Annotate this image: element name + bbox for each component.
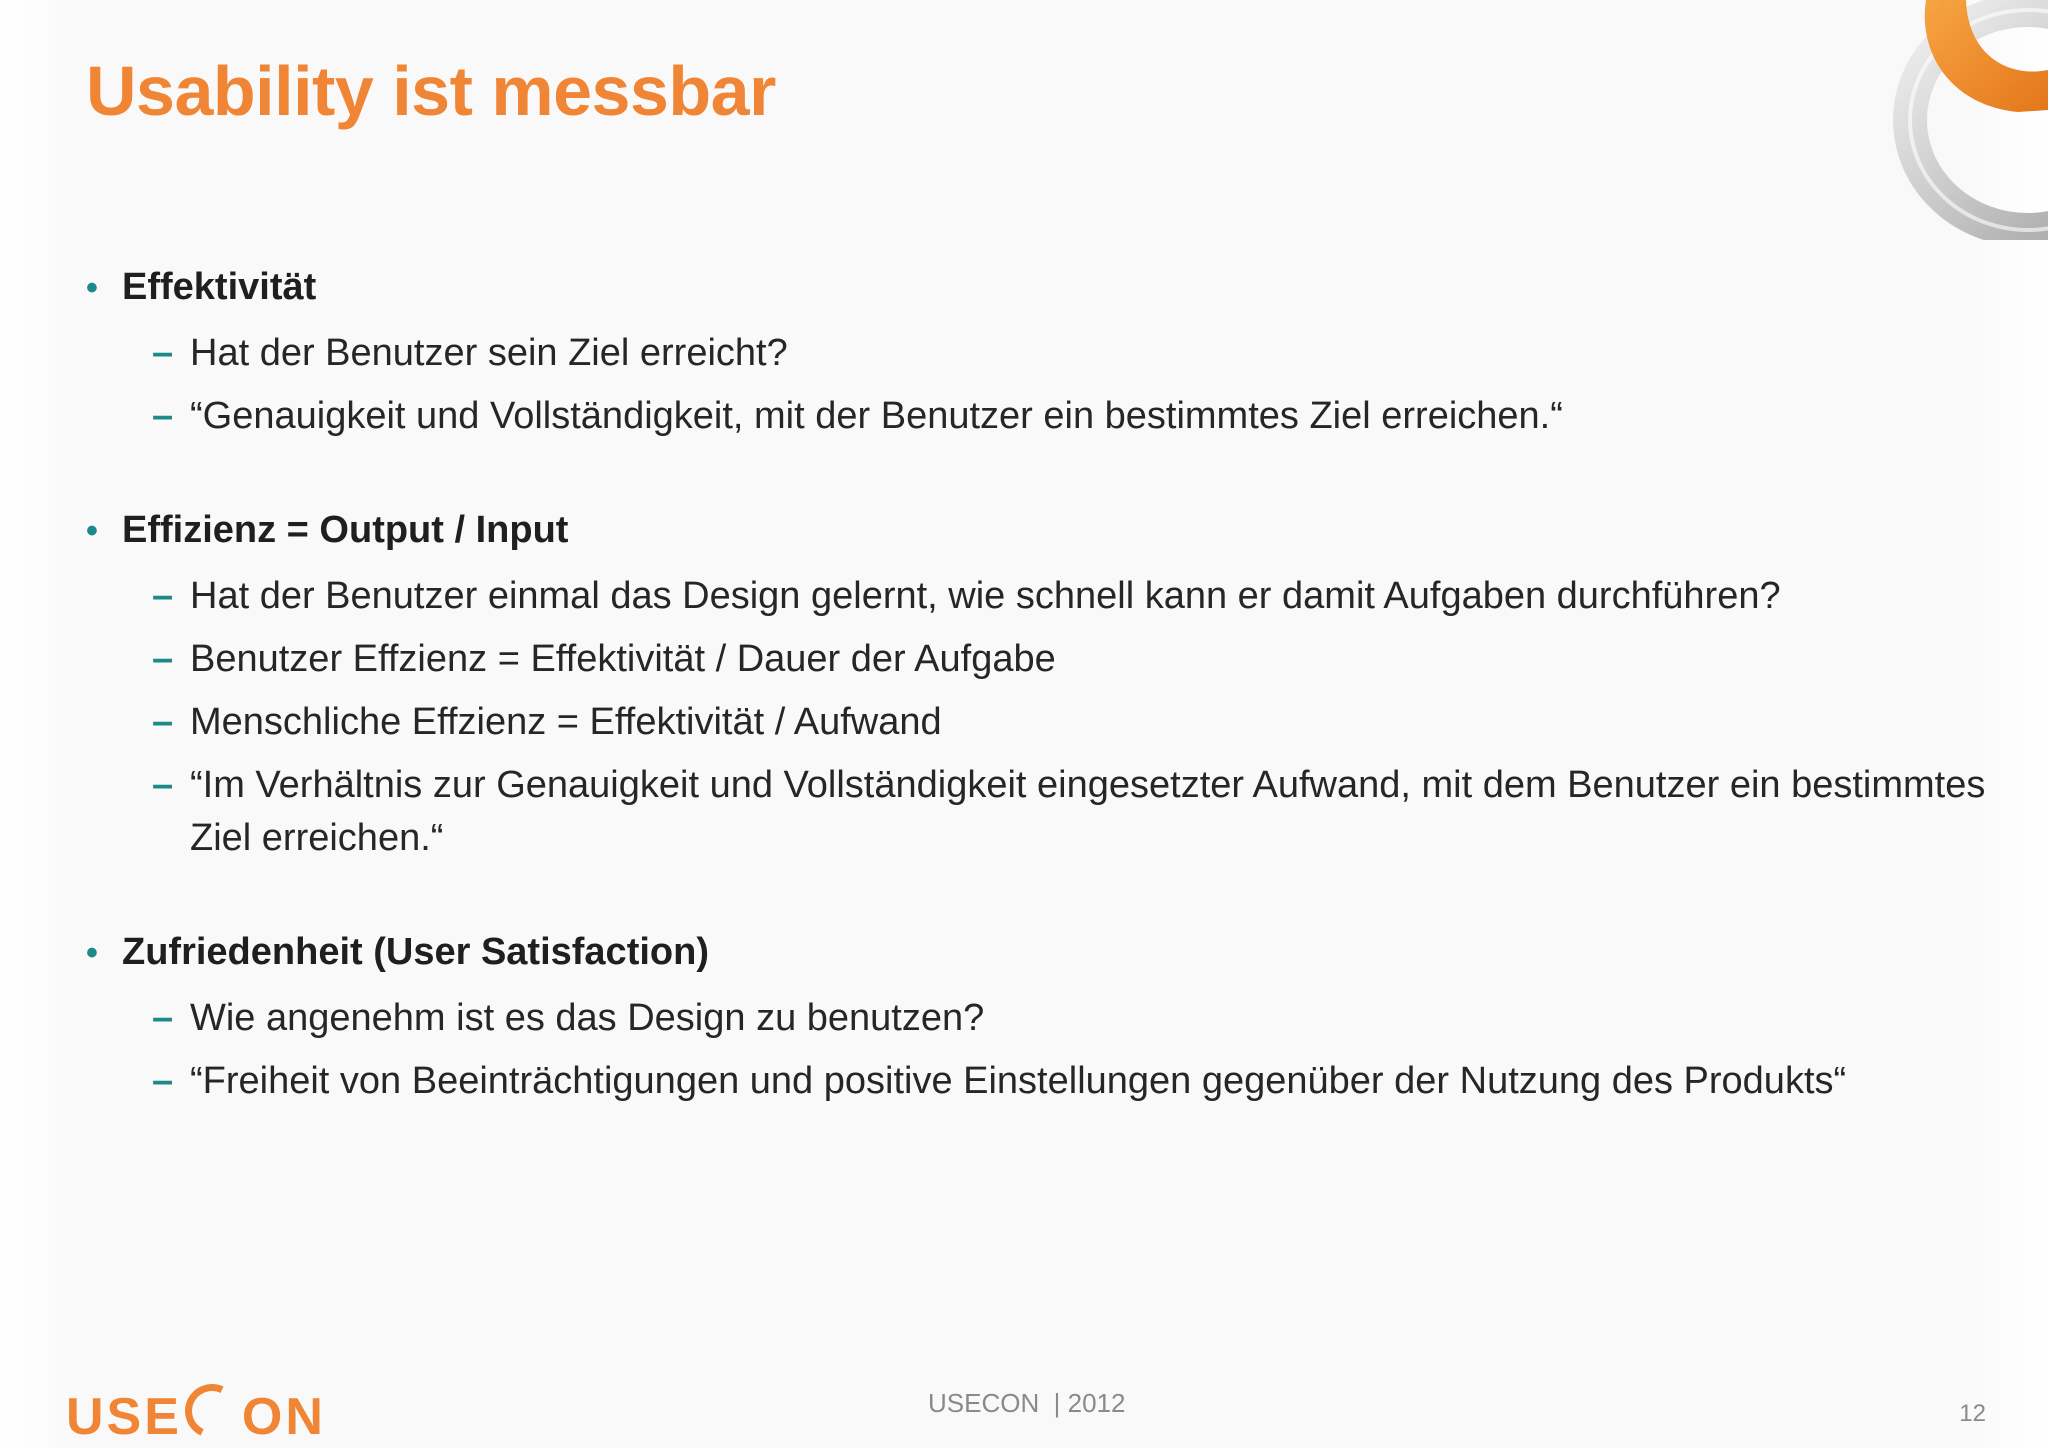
bullet-effektivitaet [86, 258, 1986, 443]
bullet-list [86, 258, 1986, 1166]
sub-item [152, 1055, 1986, 1108]
footer-text: USECON | 2012 [928, 1388, 1126, 1418]
bullet-heading: Effizienz = Output / Input [122, 509, 569, 551]
sub-item [152, 759, 1986, 865]
bullet-zufriedenheit [86, 923, 1986, 1108]
bullet-dot-icon: • [86, 512, 98, 550]
dash-icon: – [152, 997, 174, 1039]
logo-text-left: USE [66, 1388, 182, 1446]
sub-item-text: Benutzer Effzienz = Effektivität / Dauer der Aufgabe [190, 638, 1056, 680]
ring-logo-decoration [1878, 0, 2048, 240]
page-number: 12 [1959, 1400, 1986, 1427]
sub-item-text: Menschliche Effzienz = Effektivität / Aufwand [190, 701, 942, 743]
bullet-dot-icon: • [86, 269, 98, 307]
sub-item [152, 633, 1986, 686]
dash-icon: – [152, 701, 174, 743]
dash-icon: – [152, 395, 174, 437]
sub-item-text: “Freiheit von Beeinträchtigungen und positive Einstellungen gegenüber der Nutzung des Produkts“ [190, 1060, 1847, 1102]
dash-icon: – [152, 575, 174, 617]
dash-icon: – [152, 638, 174, 680]
sub-item-text: Wie angenehm ist es das Design zu benutzen? [190, 997, 985, 1039]
bullet-effizienz [86, 501, 1986, 865]
bullet-heading: Effektivität [122, 266, 317, 308]
slide-title: Usability ist messbar [86, 52, 776, 130]
sub-item [152, 390, 1986, 443]
sub-item-text: Hat der Benutzer einmal das Design gelernt, wie schnell kann er damit Aufgaben durchführen? [190, 575, 1781, 617]
logo-c-icon [177, 1376, 246, 1445]
dash-icon: – [152, 764, 174, 806]
usecon-logo [66, 1384, 326, 1447]
sub-item [152, 327, 1986, 380]
bullet-heading: Zufriedenheit (User Satisfaction) [122, 931, 709, 973]
sub-item [152, 570, 1986, 623]
dash-icon: – [152, 332, 174, 374]
sub-item [152, 992, 1986, 1045]
sub-item-text: Hat der Benutzer sein Ziel erreicht? [190, 332, 788, 374]
dash-icon: – [152, 1060, 174, 1102]
sub-item [152, 696, 1986, 749]
sub-item-text: “Genauigkeit und Vollständigkeit, mit der Benutzer ein bestimmtes Ziel erreichen.“ [190, 395, 1563, 437]
bullet-dot-icon: • [86, 934, 98, 972]
logo-text-right: ON [241, 1388, 326, 1446]
sub-item-text: “Im Verhältnis zur Genauigkeit und Vollständigkeit eingesetzter Aufwand, mit dem Benutzer ein bestimmtes Ziel erreichen.“ [190, 764, 1986, 859]
